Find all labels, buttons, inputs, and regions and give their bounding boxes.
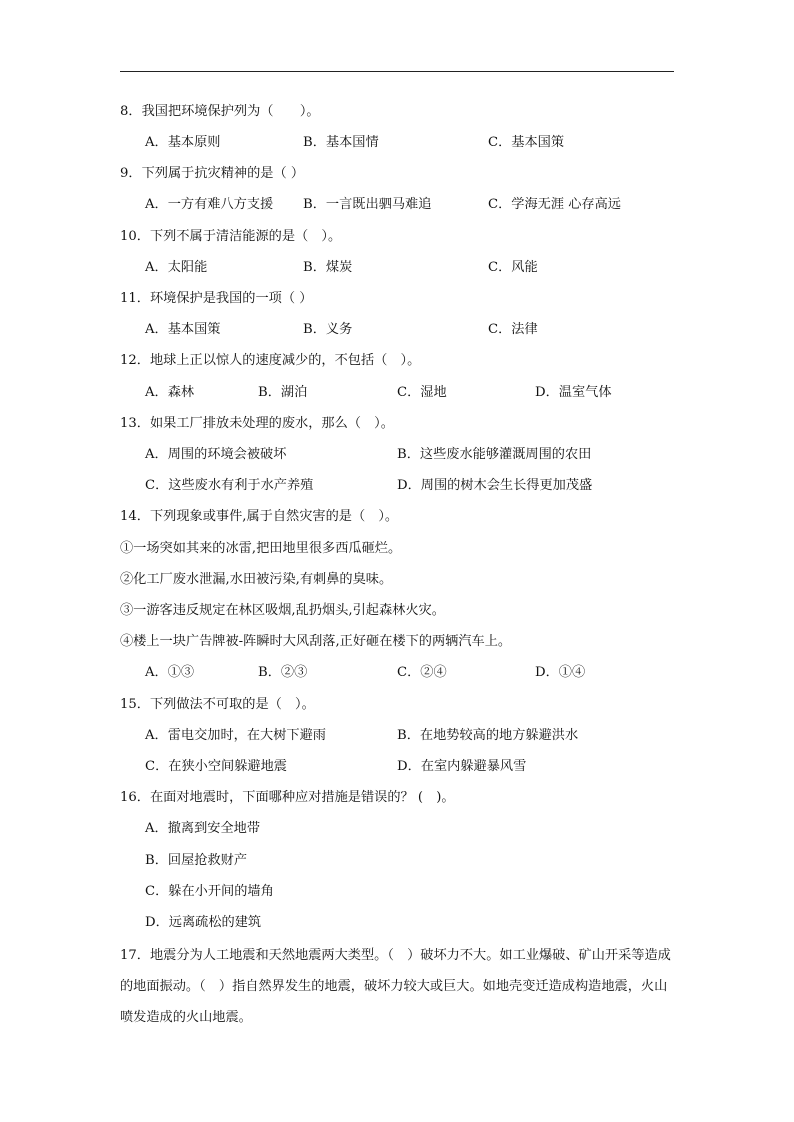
question-9-stem: 9．下列属于抗灾精神的是（ ） [120,166,305,181]
question-14-stem: 14．下列现象或事件,属于自然灾害的是（ ）。 [120,509,399,524]
question-12-option-c: C．湿地 [397,385,447,400]
question-11-option-c: C．法律 [488,322,538,337]
question-13-option-d: D．周围的树木会生长得更加茂盛 [397,478,593,493]
question-12-option-b: B．湖泊 [258,385,308,400]
question-13-stem: 13．如果工厂排放未处理的废水，那么（ ）。 [120,416,394,431]
question-12-stem: 12．地球上正以惊人的速度减少的，不包括（ ）。 [120,353,421,368]
question-11-option-a: A．基本国策 [145,322,221,337]
question-14-option-d: D．①④ [535,665,586,680]
question-15-option-a: A．雷电交加时，在大树下避雨 [145,728,326,743]
question-10-option-c: C．风能 [488,260,538,275]
question-12-option-a: A．森林 [145,385,195,400]
question-12-option-d: D．温室气体 [535,385,612,400]
question-8-option-a: A．基本原则 [145,135,221,150]
question-15-option-c: C．在狭小空间躲避地震 [145,759,287,774]
question-16-option-c: C．躲在小开间的墙角 [145,884,274,899]
question-13-option-a: A．周围的环境会被破坏 [145,447,287,462]
question-14-item-1: ①一场突如其来的冰雷,把田地里很多西瓜砸烂。 [120,541,402,556]
question-15-option-d: D．在室内躲避暴风雪 [397,759,527,774]
question-10-stem: 10．下列不属于清洁能源的是（ ）。 [120,229,342,244]
header-rule [120,71,674,72]
question-13-option-b: B．这些废水能够灌溉周围的农田 [397,447,592,462]
question-8-option-c: C．基本国策 [488,135,565,150]
question-14-item-2: ②化工厂废水泄漏,水田被污染,有刺鼻的臭味。 [120,572,393,587]
question-9-option-b: B．一言既出驷马难追 [303,197,432,212]
question-9-option-c: C．学海无涯 心存高远 [488,197,621,212]
question-8-stem: 8．我国把环境保护列为（ ）。 [120,104,320,119]
question-15-option-b: B．在地势较高的地方躲避洪水 [397,728,579,743]
question-16-option-d: D．远离疏松的建筑 [145,915,262,930]
question-14-item-3: ③一游客违反规定在林区吸烟,乱扔烟头,引起森林火灾。 [120,603,445,618]
question-11-stem: 11．环境保护是我国的一项（ ） [120,291,313,306]
question-16-option-a: A．撤离到安全地带 [145,821,261,836]
question-17-paragraph: 17．地震分为人工地震和天然地震两大类型。（ ）破坏力不大。如工业爆破、矿山开采等造成的地面振动。（ ）指自然界发生的地震，破坏力较大或巨大。如地壳变迁造成构造地震，火山喷发造成的火山地震。 [120,948,671,1025]
question-13-option-c: C．这些废水有利于水产养殖 [145,478,314,493]
question-14-option-a: A．①③ [145,665,195,680]
question-11-option-b: B．义务 [303,322,353,337]
question-9-option-a: A．一方有难八方支援 [145,197,274,212]
question-8-option-b: B．基本国情 [303,135,379,150]
question-10-option-b: B．煤炭 [303,260,353,275]
question-10-option-a: A．太阳能 [145,260,208,275]
question-16-stem: 16．在面对地震时，下面哪种应对措施是错误的？ ( )。 [120,790,455,805]
question-15-stem: 15．下列做法不可取的是（ ）。 [120,697,315,712]
question-14-option-c: C．②④ [397,665,447,680]
question-14-item-4: ④楼上一块广告牌被-阵瞬时大风刮落,正好砸在楼下的两辆汽车上。 [120,634,512,649]
question-16-option-b: B．回屋抢救财产 [145,853,248,868]
question-14-option-b: B．②③ [258,665,308,680]
